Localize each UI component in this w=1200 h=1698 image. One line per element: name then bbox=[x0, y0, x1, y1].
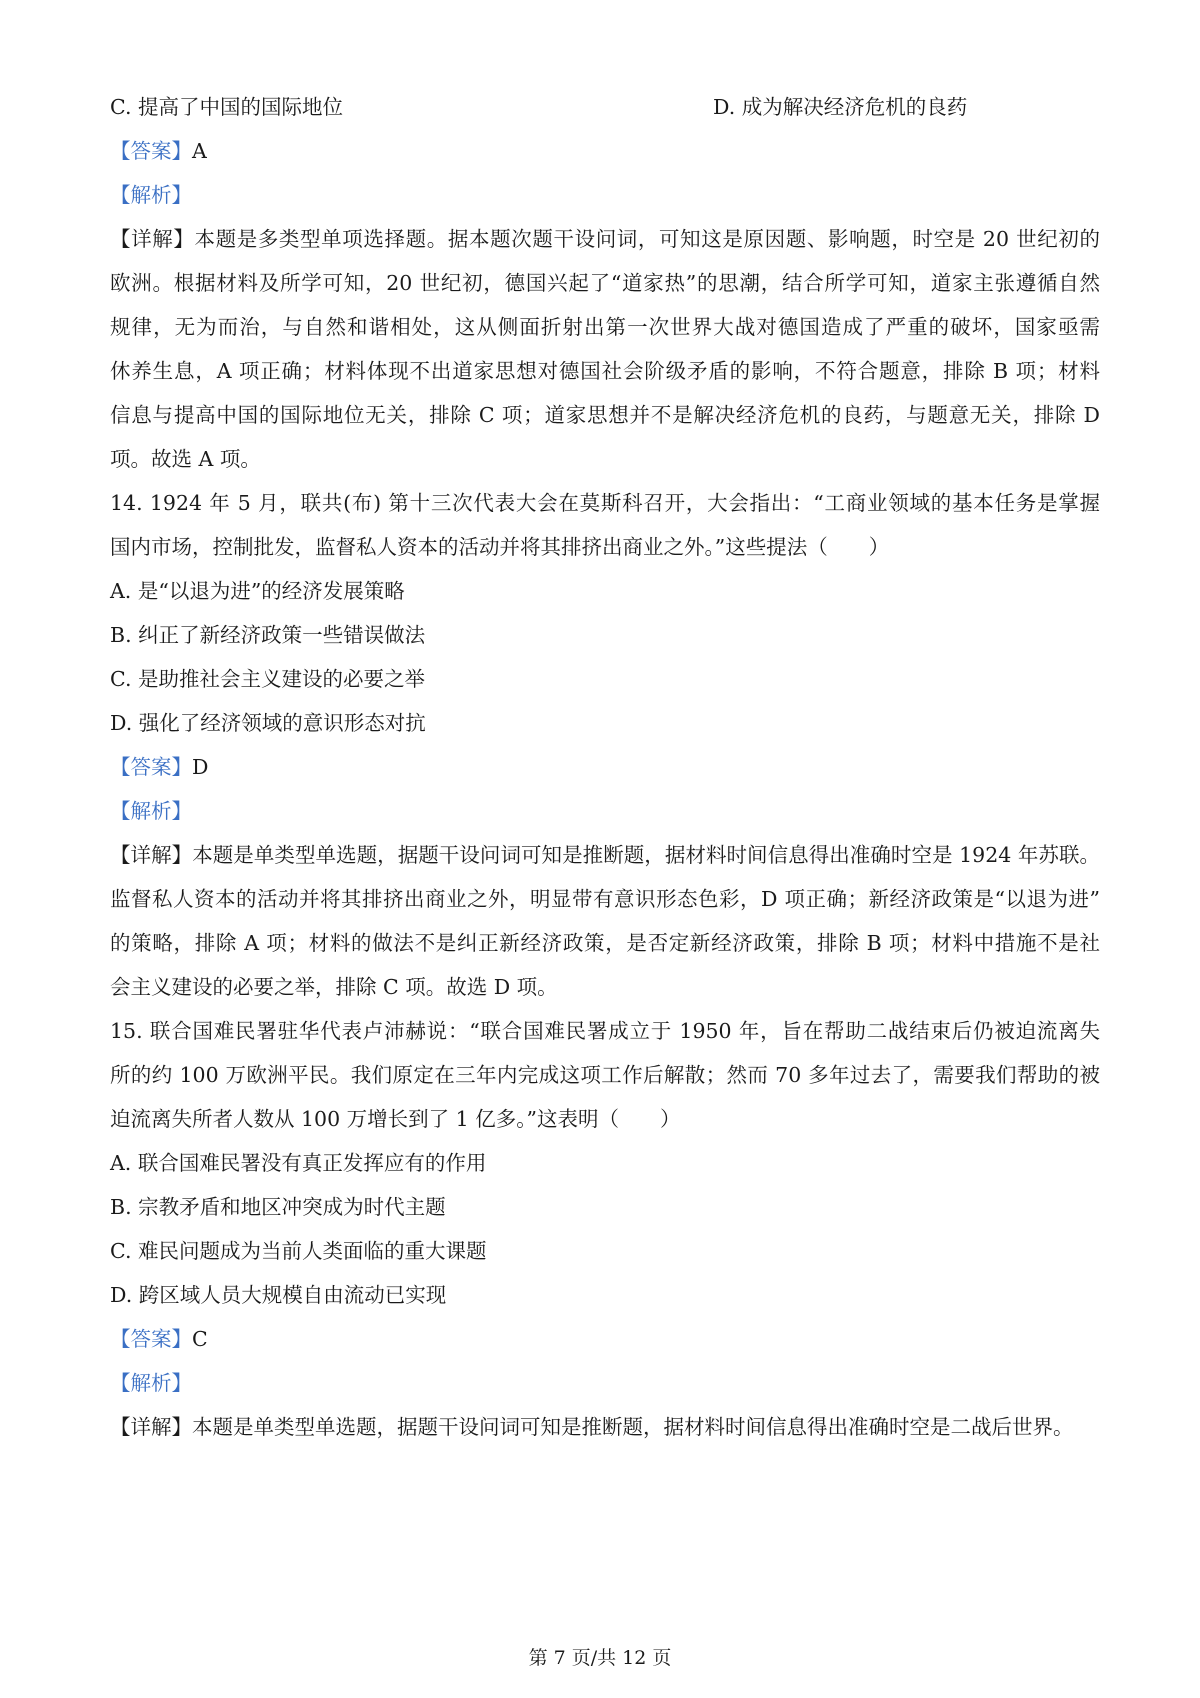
q14-analysis-tag bbox=[110, 796, 1100, 826]
q14-stem-line-0: 14. 1924 年 5 月，联共(布) 第十三次代表大会在莫斯科召开，大会指出：“工商业领域的基本任务是掌握 bbox=[110, 491, 1100, 515]
answer-tag: 【答案】 bbox=[110, 755, 192, 779]
q14-option-d: D. 强化了经济领域的意识形态对抗 bbox=[110, 711, 426, 735]
q14-option-a: A. 是“以退为进”的经济发展策略 bbox=[110, 579, 405, 603]
q14-detail-line-3: 会主义建设的必要之举，排除 C 项。故选 D 项。 bbox=[110, 975, 558, 999]
q13-option-c: C. 提高了中国的国际地位 bbox=[110, 95, 343, 119]
q15-stem-line-2: 迫流离失所者人数从 100 万增长到了 1 亿多。”这表明（ ） bbox=[110, 1107, 681, 1131]
q13-options-row bbox=[110, 92, 1100, 122]
page-number: 第 7 页/共 12 页 bbox=[528, 1647, 672, 1669]
answer-tag: 【答案】 bbox=[110, 1327, 192, 1351]
q13-option-d: D. 成为解决经济危机的良药 bbox=[713, 95, 968, 119]
q15-option-b: B. 宗教矛盾和地区冲突成为时代主题 bbox=[110, 1195, 446, 1219]
q15-answer bbox=[110, 1324, 1100, 1354]
q14-option-b: B. 纠正了新经济政策一些错误做法 bbox=[110, 623, 426, 647]
q13-answer bbox=[110, 136, 1100, 166]
q14-detail-line-0 bbox=[110, 840, 1100, 870]
q13-detail-line-4: 信息与提高中国的国际地位无关，排除 C 项；道家思想并不是解决经济危机的良药，与题意无关，排除 D bbox=[110, 403, 1100, 427]
answer-value: C bbox=[192, 1327, 208, 1351]
q14-detail-line-2: 的策略，排除 A 项；材料的做法不是纠正新经济政策，是否定新经济政策，排除 B 项；材料中措施不是社 bbox=[110, 931, 1100, 955]
detail-tag: 【详解】 bbox=[110, 227, 195, 251]
q15-option-d: D. 跨区域人员大规模自由流动已实现 bbox=[110, 1283, 447, 1307]
analysis-tag: 【解析】 bbox=[110, 799, 192, 823]
q13-detail-line-2: 规律，无为而治，与自然和谐相处，这从侧面折射出第一次世界大战对德国造成了严重的破坏，国家亟需 bbox=[110, 315, 1100, 339]
answer-value: D bbox=[192, 755, 209, 779]
detail-text: 本题是单类型单选题，据题干设问词可知是推断题，据材料时间信息得出准确时空是二战后世界。 bbox=[192, 1415, 1074, 1439]
q13-detail-line-5: 项。故选 A 项。 bbox=[110, 447, 261, 471]
detail-tag: 【详解】 bbox=[110, 843, 193, 867]
q15-stem-line-0: 15. 联合国难民署驻华代表卢沛赫说：“联合国难民署成立于 1950 年，旨在帮助二战结束后仍被迫流离失 bbox=[110, 1019, 1100, 1043]
q15-option-c: C. 难民问题成为当前人类面临的重大课题 bbox=[110, 1239, 487, 1263]
detail-tag: 【详解】 bbox=[110, 1415, 192, 1439]
analysis-tag: 【解析】 bbox=[110, 1371, 192, 1395]
q15-option-a: A. 联合国难民署没有真正发挥应有的作用 bbox=[110, 1151, 487, 1175]
q15-detail-line-0 bbox=[110, 1412, 1100, 1442]
q13-analysis-tag bbox=[110, 180, 1100, 210]
q15-stem-line-1: 所的约 100 万欧洲平民。我们原定在三年内完成这项工作后解散；然而 70 多年过去了，需要我们帮助的被 bbox=[110, 1063, 1100, 1087]
q13-detail-line-0 bbox=[110, 224, 1100, 254]
q13-detail-line-3: 休养生息，A 项正确；材料体现不出道家思想对德国社会阶级矛盾的影响，不符合题意，排除 B 项；材料 bbox=[110, 359, 1100, 383]
answer-value: A bbox=[192, 139, 207, 163]
q14-stem-line-1: 国内市场，控制批发，监督私人资本的活动并将其排挤出商业之外。”这些提法（ ） bbox=[110, 535, 890, 559]
q15-analysis-tag bbox=[110, 1368, 1100, 1398]
analysis-tag: 【解析】 bbox=[110, 183, 192, 207]
detail-text: 本题是单类型单选题，据题干设问词可知是推断题，据材料时间信息得出准确时空是 1924 年苏联。 bbox=[192, 843, 1101, 867]
detail-text: 本题是多类型单项选择题。据本题次题干设问词，可知这是原因题、影响题，时空是 20 世纪初的 bbox=[194, 227, 1100, 251]
q14-option-c: C. 是助推社会主义建设的必要之举 bbox=[110, 667, 425, 691]
q14-detail-line-1: 监督私人资本的活动并将其排挤出商业之外，明显带有意识形态色彩，D 项正确；新经济政策是“以退为进” bbox=[110, 887, 1100, 911]
answer-tag: 【答案】 bbox=[110, 139, 192, 163]
q13-detail-line-1: 欧洲。根据材料及所学可知，20 世纪初，德国兴起了“道家热”的思潮，结合所学可知，道家主张遵循自然 bbox=[110, 271, 1100, 295]
q14-answer bbox=[110, 752, 1100, 782]
